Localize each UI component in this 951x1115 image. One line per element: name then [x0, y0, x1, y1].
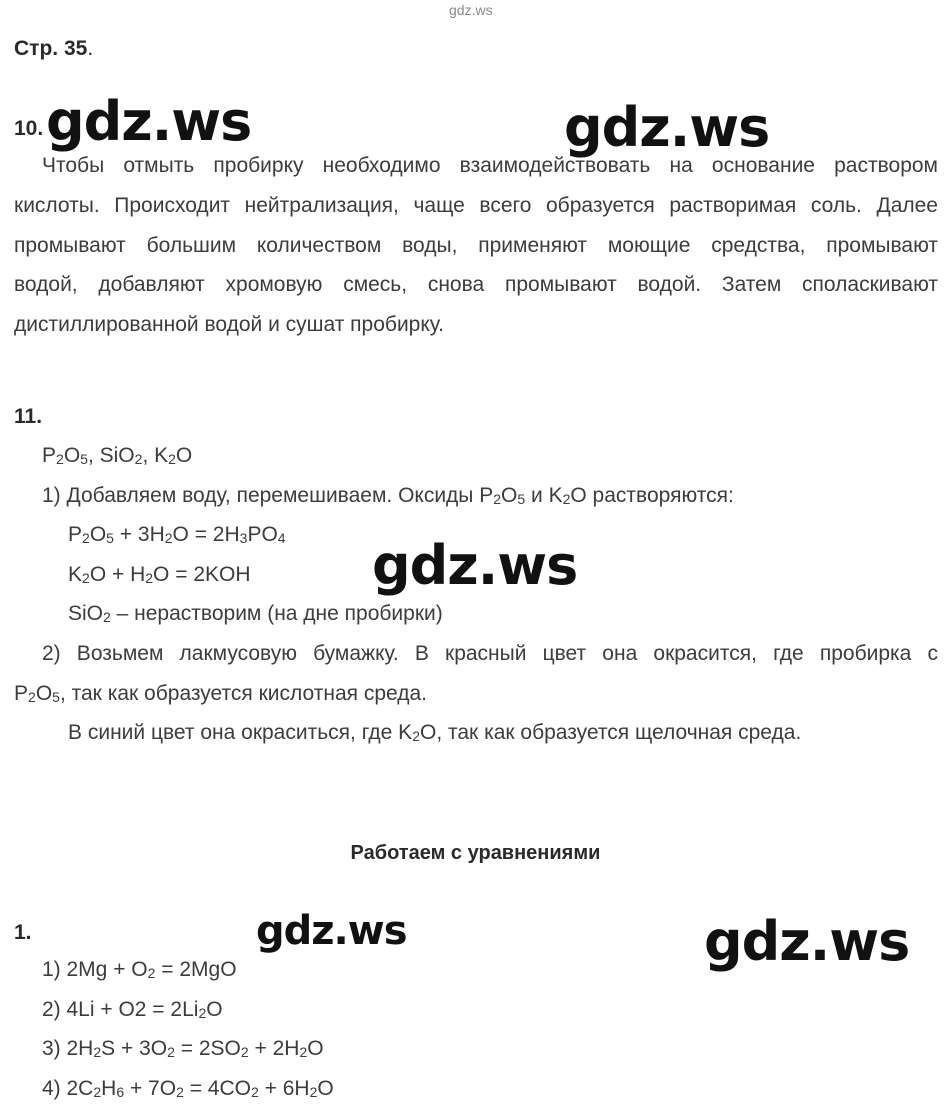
- page-reference-text: Стр. 35: [14, 37, 88, 60]
- page-reference: [14, 34, 93, 64]
- page-reference-dot: .: [87, 37, 94, 60]
- task1-equation-2: 2) $4Li + O2 = 2Li_2O$: [42, 998, 223, 1021]
- task1-equation-1: 1) $2Mg + O_2 = 2MgO$: [42, 958, 237, 981]
- task10-line-3: промывают большим количеством воды, применяют моющие средства, промывают: [14, 234, 938, 257]
- watermark-2: gdz.ws: [564, 96, 770, 159]
- watermark-5: gdz.ws: [704, 910, 910, 973]
- site-tag: gdz.ws: [449, 2, 493, 18]
- watermark-3: gdz.ws: [372, 534, 578, 597]
- task10-number: 10.: [14, 117, 44, 140]
- task11-step3: В синий цвет она окраситься, где $K_2O$, так как образуется щелочная среда.: [68, 721, 802, 744]
- task11-number: 11.: [14, 405, 43, 428]
- section-title: Работаем с уравнениями: [350, 842, 601, 864]
- task11-step1: 1) Добавляем воду, перемешиваем. Оксиды $P_2O_5$ и $K_2O$ растворяются:: [42, 484, 734, 507]
- task1-equation-3: 3) $2H_2S + 3O_2 = 2SO_2 + 2H_2O$: [42, 1037, 324, 1060]
- task11-oxides: $P_2O_5$, SiO$_2$, $K_2O$: [42, 444, 193, 467]
- task10-line-4: водой, добавляют хромовую смесь, снова промывают водой. Затем споласкивают: [14, 273, 938, 296]
- task11-equation-2: $K_2O + H_2O = 2KOH$: [68, 563, 251, 586]
- task10-line-1: Чтобы отмыть пробирку необходимо взаимодействовать на основание раствором: [42, 154, 938, 177]
- task1-equation-4: 4) $2C_2H_6 + 7O_2 = 4CO_2 + 6H_2O$: [42, 1077, 334, 1100]
- task11-equation-3: SiO$_2$ – нерастворим (на дне пробирки): [68, 602, 443, 625]
- task11-step2-line-1: 2) Возьмем лакмусовую бумажку. В красный цвет она окрасится, где пробирка с: [42, 642, 938, 665]
- task1-number: 1.: [14, 921, 32, 944]
- task11-equation-1: $P_2O_5 + 3H_2O = 2H_3PO_4$: [68, 523, 286, 546]
- task10-line-2: кислоты. Происходит нейтрализация, чаще всего образуется растворимая соль. Далее: [14, 194, 938, 217]
- watermark-4: gdz.ws: [256, 908, 407, 954]
- task11-step2-line-2: $P_2O_5$, так как образуется кислотная среда.: [14, 682, 428, 705]
- watermark-1: gdz.ws: [46, 90, 252, 153]
- task10-line-5: дистиллированной водой и сушат пробирку.: [14, 313, 445, 336]
